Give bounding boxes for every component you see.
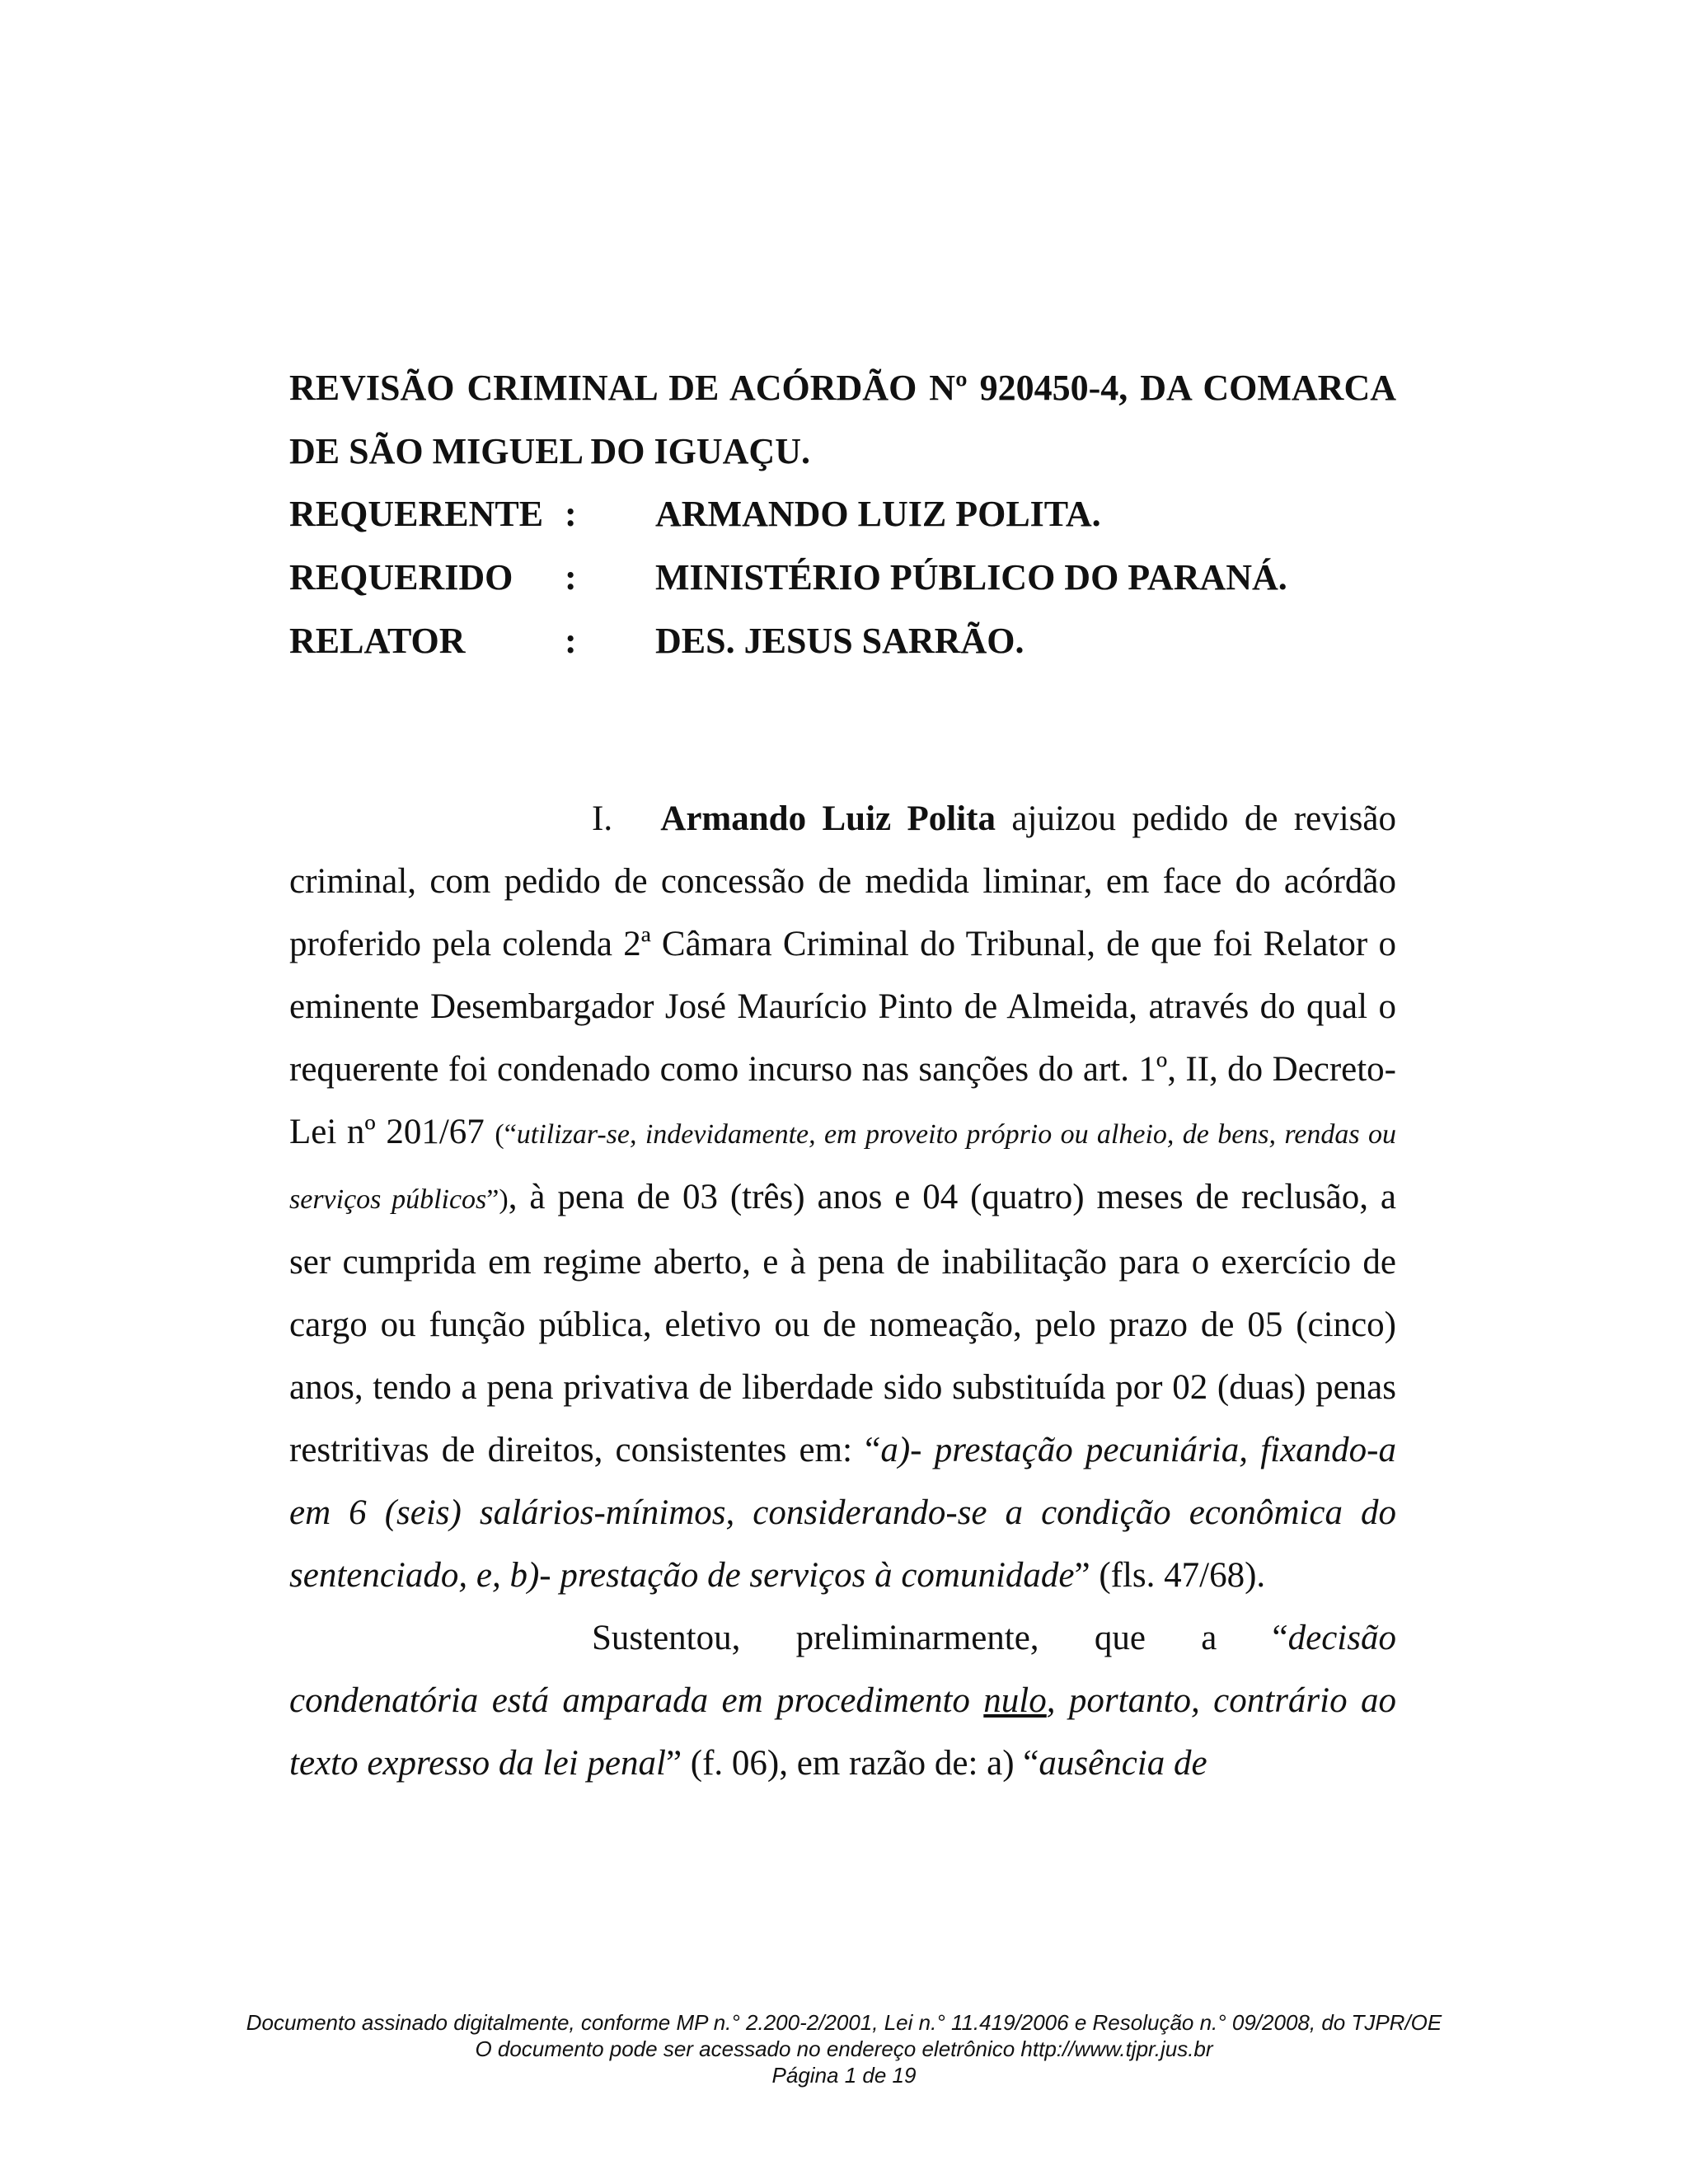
paragraph-2-text-a: Sustentou, preliminarmente, que a “ [592,1619,1288,1657]
quote-decision-underlined: nulo [983,1681,1047,1720]
footer-line-access: O documento pode ser acessado no endereço eletrônico http://www.tjpr.jus.br [475,2036,1213,2061]
digital-signature-footer [0,2009,1688,2088]
case-title [289,356,1396,483]
footer-line-signature: Documento assinado digitalmente, conforme MP n.° 2.200-2/2001, Lei n.° 11.419/2006 e Resolução n.° 09/2008, do TJPR/OE [246,2010,1442,2035]
party-label: RELATOR [289,621,466,661]
party-colon: : [565,621,577,661]
party-value: MINISTÉRIO PÚBLICO DO PARANÁ. [655,557,1287,598]
party-label: REQUERENTE [289,494,544,534]
case-title-line-2: DE SÃO MIGUEL DO IGUAÇU. [289,431,810,471]
paragraph-1-text-b: , à pena de 03 (três) anos e 04 (quatro) meses de reclusão, a ser cumprida em regime aberto, e à pena de inabilitação para o exercício de cargo ou função pública, eletivo ou de nomeação, pelo prazo de 05 (cinco) anos, tendo a pena privativa de liberdade sido substituída por 02 (duas) penas restritivas de direitos, consistentes em: “ [289,1178,1396,1469]
case-title-line-1: REVISÃO CRIMINAL DE ACÓRDÃO Nº 920450-4, DA COMARCA [289,368,1396,408]
parties-block [289,482,1396,673]
party-requerente [289,482,1396,546]
quote-decision-b: , portanto, contrário ao texto expresso da lei penal [289,1681,1396,1783]
requerente-name: Armando Luiz Polita [660,799,996,838]
quote-law-text: utilizar-se, indevidamente, em proveito próprio ou alheio, de bens, rendas ou serviços públicos [289,1119,1397,1215]
quote-close: ”) [486,1184,509,1215]
paragraph-1-text-c: ” (fls. 47/68). [1074,1556,1266,1595]
footer-page-number: Página 1 de 19 [771,2063,917,2088]
paragraph-1 [289,788,1396,1607]
paragraph-2 [289,1607,1396,1795]
party-colon: : [565,494,577,534]
party-colon: : [565,557,577,598]
paragraph-1-text-a: ajuizou pedido de revisão criminal, com pedido de concessão de medida liminar, em face do acórdão proferido pela colenda 2ª Câmara Criminal do Tribunal, de que foi Relator o eminente Desembargador José Maurício Pinto de Almeida, através do qual o requerente foi condenado como incurso nas sanções do art. 1º, II, do Decreto-Lei nº 201/67 [289,799,1396,1151]
document-body [289,788,1396,1795]
paragraph-2-text-b: ” (f. 06), em razão de: a) “ [665,1744,1039,1783]
section-number: I. [592,799,613,838]
quote-open: (“ [495,1119,517,1150]
party-label: REQUERIDO [289,557,513,598]
party-value: DES. JESUS SARRÃO. [655,621,1025,661]
quote-penalties: a)- prestação pecuniária, fixando-a em 6 (seis) salários-mínimos, considerando-se a condição econômica do sentenciado, e, b)- prestação de serviços à comunidade [289,1431,1396,1595]
party-relator [289,609,1396,673]
party-requerido [289,546,1396,609]
quote-ausencia: ausência de [1039,1744,1207,1783]
quote-decision-a: decisão condenatória está amparada em procedimento [289,1619,1396,1720]
party-value: ARMANDO LUIZ POLITA. [655,494,1101,534]
